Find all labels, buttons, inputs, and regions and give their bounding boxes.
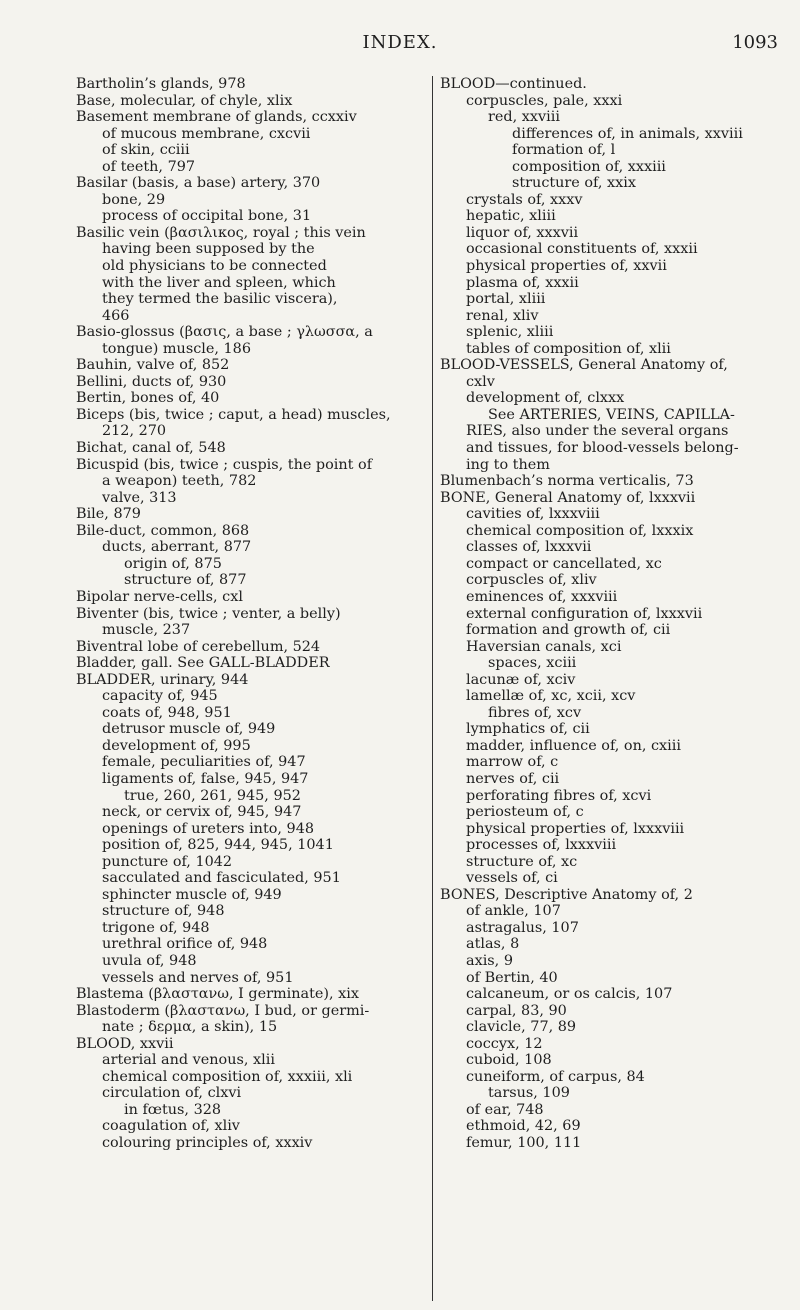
- index-entry: physical properties of, lxxxviii: [466, 820, 685, 837]
- index-entry: tongue) muscle, 186: [102, 340, 251, 357]
- index-entry: position of, 825, 944, 945, 1041: [102, 837, 334, 854]
- index-entry: they termed the basilic viscera),: [102, 291, 338, 308]
- index-entry: composition of, xxxiii: [512, 158, 666, 175]
- index-entry: BLOOD, xxvii: [76, 1035, 174, 1052]
- index-entry: in fœtus, 328: [124, 1101, 222, 1118]
- index-entry: bone, 29: [102, 191, 166, 208]
- index-entry: tables of composition of, xlii: [466, 340, 671, 357]
- index-entry: of teeth, 797: [102, 158, 196, 175]
- index-entry: processes of, lxxxviii: [466, 837, 617, 854]
- index-entry: structure of, 877: [124, 572, 247, 589]
- index-entry: external configuration of, lxxxvii: [466, 605, 703, 622]
- index-entry: marrow of, c: [466, 754, 559, 771]
- index-entry: differences of, in animals, xxviii: [512, 125, 743, 142]
- index-entry: origin of, 875: [124, 555, 222, 572]
- index-entry: ethmoid, 42, 69: [466, 1118, 581, 1135]
- index-entry: chemical composition of, lxxxix: [466, 522, 694, 539]
- index-entry: development of, 995: [102, 737, 251, 754]
- index-entry: cxlv: [466, 373, 495, 390]
- index-entry: periosteum of, c: [466, 804, 584, 821]
- index-entry: physical properties of, xxvii: [466, 258, 667, 275]
- index-entry: female, peculiarities of, 947: [102, 754, 306, 771]
- index-entry: formation and growth of, cii: [466, 622, 671, 639]
- page-header: [0, 26, 800, 56]
- index-entry: plasma of, xxxii: [466, 274, 579, 291]
- index-entry: having been supposed by the: [102, 241, 315, 258]
- index-entry: Blastoderm (βλαστανω, I bud, or germi-: [76, 1002, 370, 1019]
- index-entry: classes of, lxxxvii: [466, 539, 592, 556]
- index-entry: Bipolar nerve-cells, cxl: [76, 588, 243, 605]
- index-entry: lacunæ of, xciv: [466, 671, 576, 688]
- index-entry: Biceps (bis, twice ; caput, a head) muscles,: [76, 406, 391, 423]
- index-entry: corpuscles of, xliv: [466, 572, 597, 589]
- index-entry: compact or cancellated, xc: [466, 555, 662, 572]
- index-entry: Bertin, bones of, 40: [76, 390, 220, 407]
- index-entry: renal, xliv: [466, 307, 539, 324]
- index-entry: Bellini, ducts of, 930: [76, 373, 227, 390]
- index-entry: Basilar (basis, a base) artery, 370: [76, 175, 321, 192]
- index-entry: liquor of, xxxvii: [466, 224, 579, 241]
- index-entry: ligaments of, false, 945, 947: [102, 770, 309, 787]
- index-entry: red, xxviii: [488, 109, 560, 126]
- index-entry: Bartholin’s glands, 978: [76, 76, 246, 92]
- index-entry: coagulation of, xliv: [102, 1118, 240, 1135]
- index-entry: splenic, xliii: [466, 324, 554, 341]
- index-entry: valve, 313: [102, 489, 177, 506]
- index-entry: sacculated and fasciculated, 951: [102, 870, 341, 887]
- index-entry: BLADDER, urinary, 944: [76, 671, 249, 688]
- index-entry: true, 260, 261, 945, 952: [124, 787, 301, 804]
- column-divider: [432, 76, 433, 1301]
- index-entry: trigone of, 948: [102, 919, 210, 936]
- index-entry: urethral orifice of, 948: [102, 936, 268, 953]
- index-entry: uvula of, 948: [102, 952, 197, 969]
- index-entry: crystals of, xxxv: [466, 191, 583, 208]
- index-entry: detrusor muscle of, 949: [102, 721, 276, 738]
- index-entry: astragalus, 107: [466, 919, 579, 936]
- index-entry: a weapon) teeth, 782: [102, 473, 257, 490]
- index-entry: nerves of, cii: [466, 770, 560, 787]
- index-entry: coccyx, 12: [466, 1035, 543, 1052]
- index-entry: puncture of, 1042: [102, 853, 233, 870]
- index-entry: Bauhin, valve of, 852: [76, 357, 230, 374]
- index-entry: Bladder, gall. See GALL-BLADDER: [76, 655, 330, 672]
- index-entry: corpuscles, pale, xxxi: [466, 92, 623, 109]
- index-entry: Biventral lobe of cerebellum, 524: [76, 638, 321, 655]
- index-entry: tarsus, 109: [488, 1085, 570, 1102]
- index-entry: occasional constituents of, xxxii: [466, 241, 698, 258]
- index-entry: BONES, Descriptive Anatomy of, 2: [440, 886, 693, 903]
- index-entry: Basilic vein (βασιλικος, royal ; this vein: [76, 224, 366, 241]
- index-entry: of Bertin, 40: [466, 969, 558, 986]
- index-entry: RIES, also under the several organs: [466, 423, 729, 440]
- index-entry: Basement membrane of glands, ccxxiv: [76, 109, 357, 126]
- index-entry: axis, 9: [466, 952, 513, 969]
- index-column-right: [440, 76, 790, 1152]
- running-title: INDEX.: [362, 32, 438, 53]
- index-entry: chemical composition of, xxxiii, xli: [102, 1068, 353, 1085]
- index-entry: with the liver and spleen, which: [102, 274, 336, 291]
- index-entry: of skin, cciii: [102, 142, 190, 159]
- index-entry: See ARTERIES, VEINS, CAPILLA-: [488, 406, 735, 423]
- index-entry: and tissues, for blood-vessels belong-: [466, 440, 739, 457]
- index-entry: sphincter muscle of, 949: [102, 886, 282, 903]
- index-entry: of ear, 748: [466, 1101, 544, 1118]
- index-entry: 212, 270: [102, 423, 167, 440]
- index-entry: portal, xliii: [466, 291, 546, 308]
- index-entry: hepatic, xliii: [466, 208, 556, 225]
- index-entry: cavities of, lxxxviii: [466, 506, 600, 523]
- index-entry: calcaneum, or os calcis, 107: [466, 986, 673, 1003]
- index-entry: Bile, 879: [76, 506, 141, 523]
- index-entry: BLOOD—continued.: [440, 76, 587, 92]
- index-entry: fibres of, xcv: [488, 704, 582, 721]
- index-entry: eminences of, xxxviii: [466, 588, 618, 605]
- index-entry: structure of, 948: [102, 903, 225, 920]
- index-entry: structure of, xxix: [512, 175, 636, 192]
- index-entry: structure of, xc: [466, 853, 578, 870]
- index-entry: Bile-duct, common, 868: [76, 522, 250, 539]
- index-entry: Bichat, canal of, 548: [76, 440, 226, 457]
- index-entry: cuneiform, of carpus, 84: [466, 1068, 645, 1085]
- index-entry: Biventer (bis, twice ; venter, a belly): [76, 605, 341, 622]
- index-entry: BLOOD-VESSELS, General Anatomy of,: [440, 357, 728, 374]
- index-entry: Blumenbach’s norma verticalis, 73: [440, 473, 694, 490]
- index-entry: old physicians to be connected: [102, 258, 327, 275]
- index-entry: muscle, 237: [102, 622, 191, 639]
- index-entry: process of occipital bone, 31: [102, 208, 312, 225]
- index-entry: coats of, 948, 951: [102, 704, 232, 721]
- index-entry: BONE, General Anatomy of, lxxxvii: [440, 489, 696, 506]
- index-entry: cuboid, 108: [466, 1052, 552, 1069]
- index-entry: Blastema (βλαστανω, I germinate), xix: [76, 986, 360, 1003]
- index-entry: vessels of, ci: [466, 870, 558, 887]
- page-number: 1093: [732, 32, 778, 53]
- index-entry: lamellæ of, xc, xcii, xcv: [466, 688, 636, 705]
- index-entry: neck, or cervix of, 945, 947: [102, 804, 302, 821]
- index-entry: perforating fibres of, xcvi: [466, 787, 652, 804]
- index-entry: Haversian canals, xci: [466, 638, 622, 655]
- index-entry: Basio-glossus (βασις, a base ; γλωσσα, a: [76, 324, 373, 341]
- index-entry: clavicle, 77, 89: [466, 1019, 577, 1036]
- index-entry: development of, clxxx: [466, 390, 625, 407]
- index-entry: femur, 100, 111: [466, 1135, 582, 1151]
- index-entry: nate ; δερμα, a skin), 15: [102, 1019, 278, 1036]
- index-entry: of mucous membrane, cxcvii: [102, 125, 311, 142]
- index-entry: carpal, 83, 90: [466, 1002, 567, 1019]
- index-entry: formation of, l: [512, 142, 616, 159]
- index-entry: of ankle, 107: [466, 903, 561, 920]
- index-entry: lymphatics of, cii: [466, 721, 590, 738]
- index-entry: madder, influence of, on, cxiii: [466, 737, 681, 754]
- index-entry: Bicuspid (bis, twice ; cuspis, the point of: [76, 456, 373, 473]
- index-entry: openings of ureters into, 948: [102, 820, 315, 837]
- index-entry: arterial and venous, xlii: [102, 1052, 275, 1069]
- index-entry: ing to them: [466, 456, 550, 473]
- index-entry: spaces, xciii: [488, 655, 577, 672]
- index-entry: circulation of, clxvi: [102, 1085, 242, 1102]
- index-entry: colouring principles of, xxxiv: [102, 1135, 313, 1151]
- index-entry: Base, molecular, of chyle, xlix: [76, 92, 293, 109]
- index-column-left: [76, 76, 428, 1152]
- index-entry: vessels and nerves of, 951: [102, 969, 294, 986]
- index-entry: 466: [102, 307, 130, 324]
- index-entry: atlas, 8: [466, 936, 520, 953]
- index-entry: capacity of, 945: [102, 688, 218, 705]
- index-entry: ducts, aberrant, 877: [102, 539, 252, 556]
